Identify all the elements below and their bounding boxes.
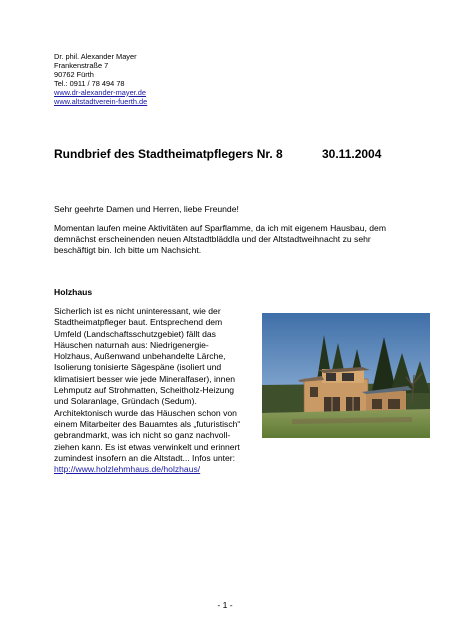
body-line: Sicherlich ist es nicht uninteressant, wie der (54, 306, 221, 316)
body-line: Umfeld (Landschaftsschutzgebiet) fällt das (54, 328, 216, 339)
holzhaus-link[interactable]: http://www.holzlehmhaus.de/holzhaus/ (54, 464, 201, 475)
sender-address (54, 53, 147, 106)
body-line: einem Mitarbeiter des Bauamtes als „futuristisch“ (54, 418, 241, 429)
newsletter-title: Rundbrief des Stadtheimatpflegers Nr. 8 (54, 147, 283, 161)
newsletter-heading (54, 147, 384, 161)
house-photo (262, 313, 430, 438)
intro-paragraph: Momentan laufen meine Aktivitäten auf Sparflamme, da ich mit eigenem Hausbau, dem demnächst erscheinenden neuen Altstadtbläddla und der Altstadtweihnacht zu sehr beschäftigt bin. Ich bitte um Nachsicht. (54, 223, 386, 256)
body-line: und Solaranlage, Gründach (Sedum). (54, 396, 197, 407)
website-link-altstadtverein[interactable]: www.altstadtverein-fuerth.de (54, 96, 148, 106)
newsletter-date: 30.11.2004 (322, 147, 382, 161)
body-line: Lehmputz auf Strohmatten, Scheitholz-Heizung (54, 385, 235, 396)
body-line: zumindest insofern an die Altstadt... Infos unter: (54, 452, 236, 463)
body-line: ziehen kann. Es ist etwas verwinkelt und erinnert (54, 441, 240, 452)
body-line: Isolierung tonisierte Sägespäne (isoliert und (54, 362, 222, 373)
website-link-mayer[interactable]: www.dr-alexander-mayer.de (54, 87, 147, 97)
sender-city: 90762 Fürth (54, 69, 94, 79)
body-line: klimatisiert besser wie jede Mineralfaser), innen (54, 373, 236, 384)
section-heading: Holzhaus (54, 287, 93, 297)
section-body (54, 306, 259, 475)
salutation: Sehr geehrte Damen und Herren, liebe Freunde! (54, 204, 239, 214)
body-line: Holzhaus, Außenwand unbehandelte Lärche, (54, 351, 226, 362)
page-number: - 1 - (217, 600, 233, 610)
body-line: gebrandmarkt, was ich nicht so ganz nachvoll- (54, 430, 231, 441)
body-line: Stadtheimatpfleger baut. Entsprechend dem (54, 317, 223, 328)
body-line: Architektonisch wurde das Häuschen schon von (54, 407, 237, 418)
body-line: Häuschen naturnah aus: Niedrigenergie- (54, 339, 209, 350)
sender-street: Frankenstraße 7 (54, 60, 109, 70)
sender-phone: Tel.: 0911 / 78 494 78 (54, 78, 125, 88)
sender-name: Dr. phil. Alexander Mayer (54, 52, 137, 61)
